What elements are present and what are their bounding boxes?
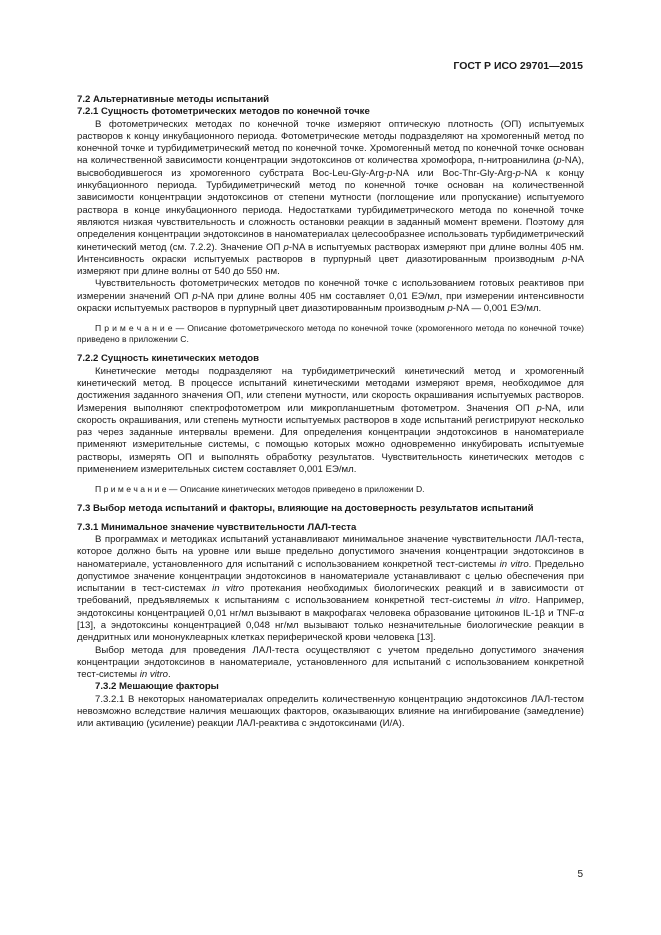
page-number: 5 bbox=[577, 869, 583, 880]
paragraph: В программах и методиках испытаний устанавливают минимальное значение чувствительности ЛАЛ-теста, которое должно быть на уровне или выше предельно допустимого значения концентрации эндотоксинов в наноматериале, установленного для испытаний с использованием конкретной тест-системы in vitro. Предельно допустимое значение концентрации эндотоксинов в наноматериале устанавливают с целью обеспечения при испытании в тест-системах in vitro протекания необходимых биологических реакций и в зависимости от требований, предъявляемых к испытаниям с использованием конкретной тест-системы in vitro. Например, эндотоксины концентрацией 0,01 нг/мл вызывают в макрофагах человека образование цитокинов IL-1β и TNF-α [13], а эндотоксины концентрацией 0,048 нг/мл вызывают только незначительные биологические реакции в дендритных или мононуклеарных клетках периферической крови человека [13]. bbox=[77, 533, 584, 644]
spacer bbox=[77, 476, 584, 484]
section-heading: 7.3 Выбор метода испытаний и факторы, влияющие на достоверность результатов испытаний bbox=[77, 503, 534, 515]
paragraph: Выбор метода для проведения ЛАЛ-теста осуществляют с учетом предельно допустимого значения концентрации эндотоксинов в наноматериале, установленного для испытаний с использованием конкретной тест-системы in vitro. bbox=[77, 644, 584, 681]
paragraph: В фотометрических методах по конечной точке измеряют оптическую плотность (ОП) испытуемых растворов к концу инкубационного периода. Фотометрические методы подразделяют на хромогенный метод по конечной точке и турбидиметрический метод по конечной точке. Хромогенный метод по конечной точке основан на количественной зависимости концентрации эндотоксинов от количества хромофора, п-нитроанилина (p-NA), высвободившегося из хромогенного субстрата Boc-Leu-Gly-Arg-p-NA или Boc-Thr-Gly-Arg-p-NA к концу инкубационного периода. Турбидиметрический метод по конечной точке основан на количественной зависимости концентрации эндотоксинов от степени мутности (поглощение или пропускание) испытуемого раствора в конце инкубационного периода. Недостатками турбидиметрического метода по конечной точке являются низкая чувствительность и сложность остановки реакции в заданный момент времени. Поэтому для определения концентрации эндотоксинов в наноматериалах целесообразнее использовать турбидиметрический кинетический метод (см. 7.2.2). Значение ОП p-NA в испытуемых растворах измеряют при длине волны 405 нм. Интенсивность окраски испытуемых растворов в пурпурный цвет диазотированным производным p-NA измеряют при длине волны от 540 до 550 нм. bbox=[77, 118, 584, 278]
note: П р и м е ч а н и е — Описание кинетических методов приведено в приложении D. bbox=[95, 484, 425, 495]
paragraph: 7.3.2.1 В некоторых наноматериалах определить количественную концентрацию эндотоксинов ЛАЛ-тестом невозможно вследствие наличия мешающих факторов, оказывающих влияние на ингибирование (замедление) или активацию (усиление) реакции ЛАЛ-реактива с эндотоксинами (И/А). bbox=[77, 693, 584, 730]
section-heading: 7.3.2 Мешающие факторы bbox=[95, 681, 219, 693]
section-heading: 7.3.1 Минимальное значение чувствительности ЛАЛ-теста bbox=[77, 521, 357, 533]
paragraph: Кинетические методы подразделяют на турбидиметрический кинетический метод и хромогенный кинетический метод. В процессе испытаний кинетическими методами измеряют время, необходимое для достижения заданного значения ОП, или степени мутности, или скорость окрашивания испытуемых растворов. Измерения выполняют спектрофотометром или микропланшетным фотометром. Значения ОП p-NA, или скорость окрашивания, или степень мутности испытуемых растворов в ходе испытаний регистрируют несколько раз через заданные интервалы времени. Для определения концентрации эндотоксинов в наноматериале применяют измерительные системы, с помощью которых можно одновременно инкубировать испытуемые растворы, измерять ОП и выполнять обработку результатов. Чувствительность кинетических методов с применением измерительных систем составляет 0,001 ЕЭ/мл. bbox=[77, 365, 584, 476]
section-heading: 7.2.2 Сущность кинетических методов bbox=[77, 353, 260, 365]
paragraph: Чувствительность фотометрических методов по конечной точке с использованием готовых реактивов при измерении значений ОП p-NA при длине волны 405 нм составляет 0,01 ЕЭ/мл, при измерении интенсивности окраски испытуемых растворов в пурпурный цвет диазотированным производным p-NA — 0,001 ЕЭ/мл. bbox=[77, 278, 584, 315]
document-header: ГОСТ Р ИСО 29701—2015 bbox=[453, 60, 583, 72]
spacer bbox=[77, 345, 584, 353]
note: П р и м е ч а н и е — Описание фотометрического метода по конечной точке (хромогенного метода по конечной точке) приведено в приложении С. bbox=[77, 323, 584, 345]
spacer bbox=[77, 495, 584, 503]
section-heading: 7.2.1 Сущность фотометрических методов по конечной точке bbox=[77, 106, 370, 118]
section-heading: 7.2 Альтернативные методы испытаний bbox=[77, 94, 269, 105]
document-body bbox=[77, 94, 584, 731]
spacer bbox=[77, 315, 584, 323]
